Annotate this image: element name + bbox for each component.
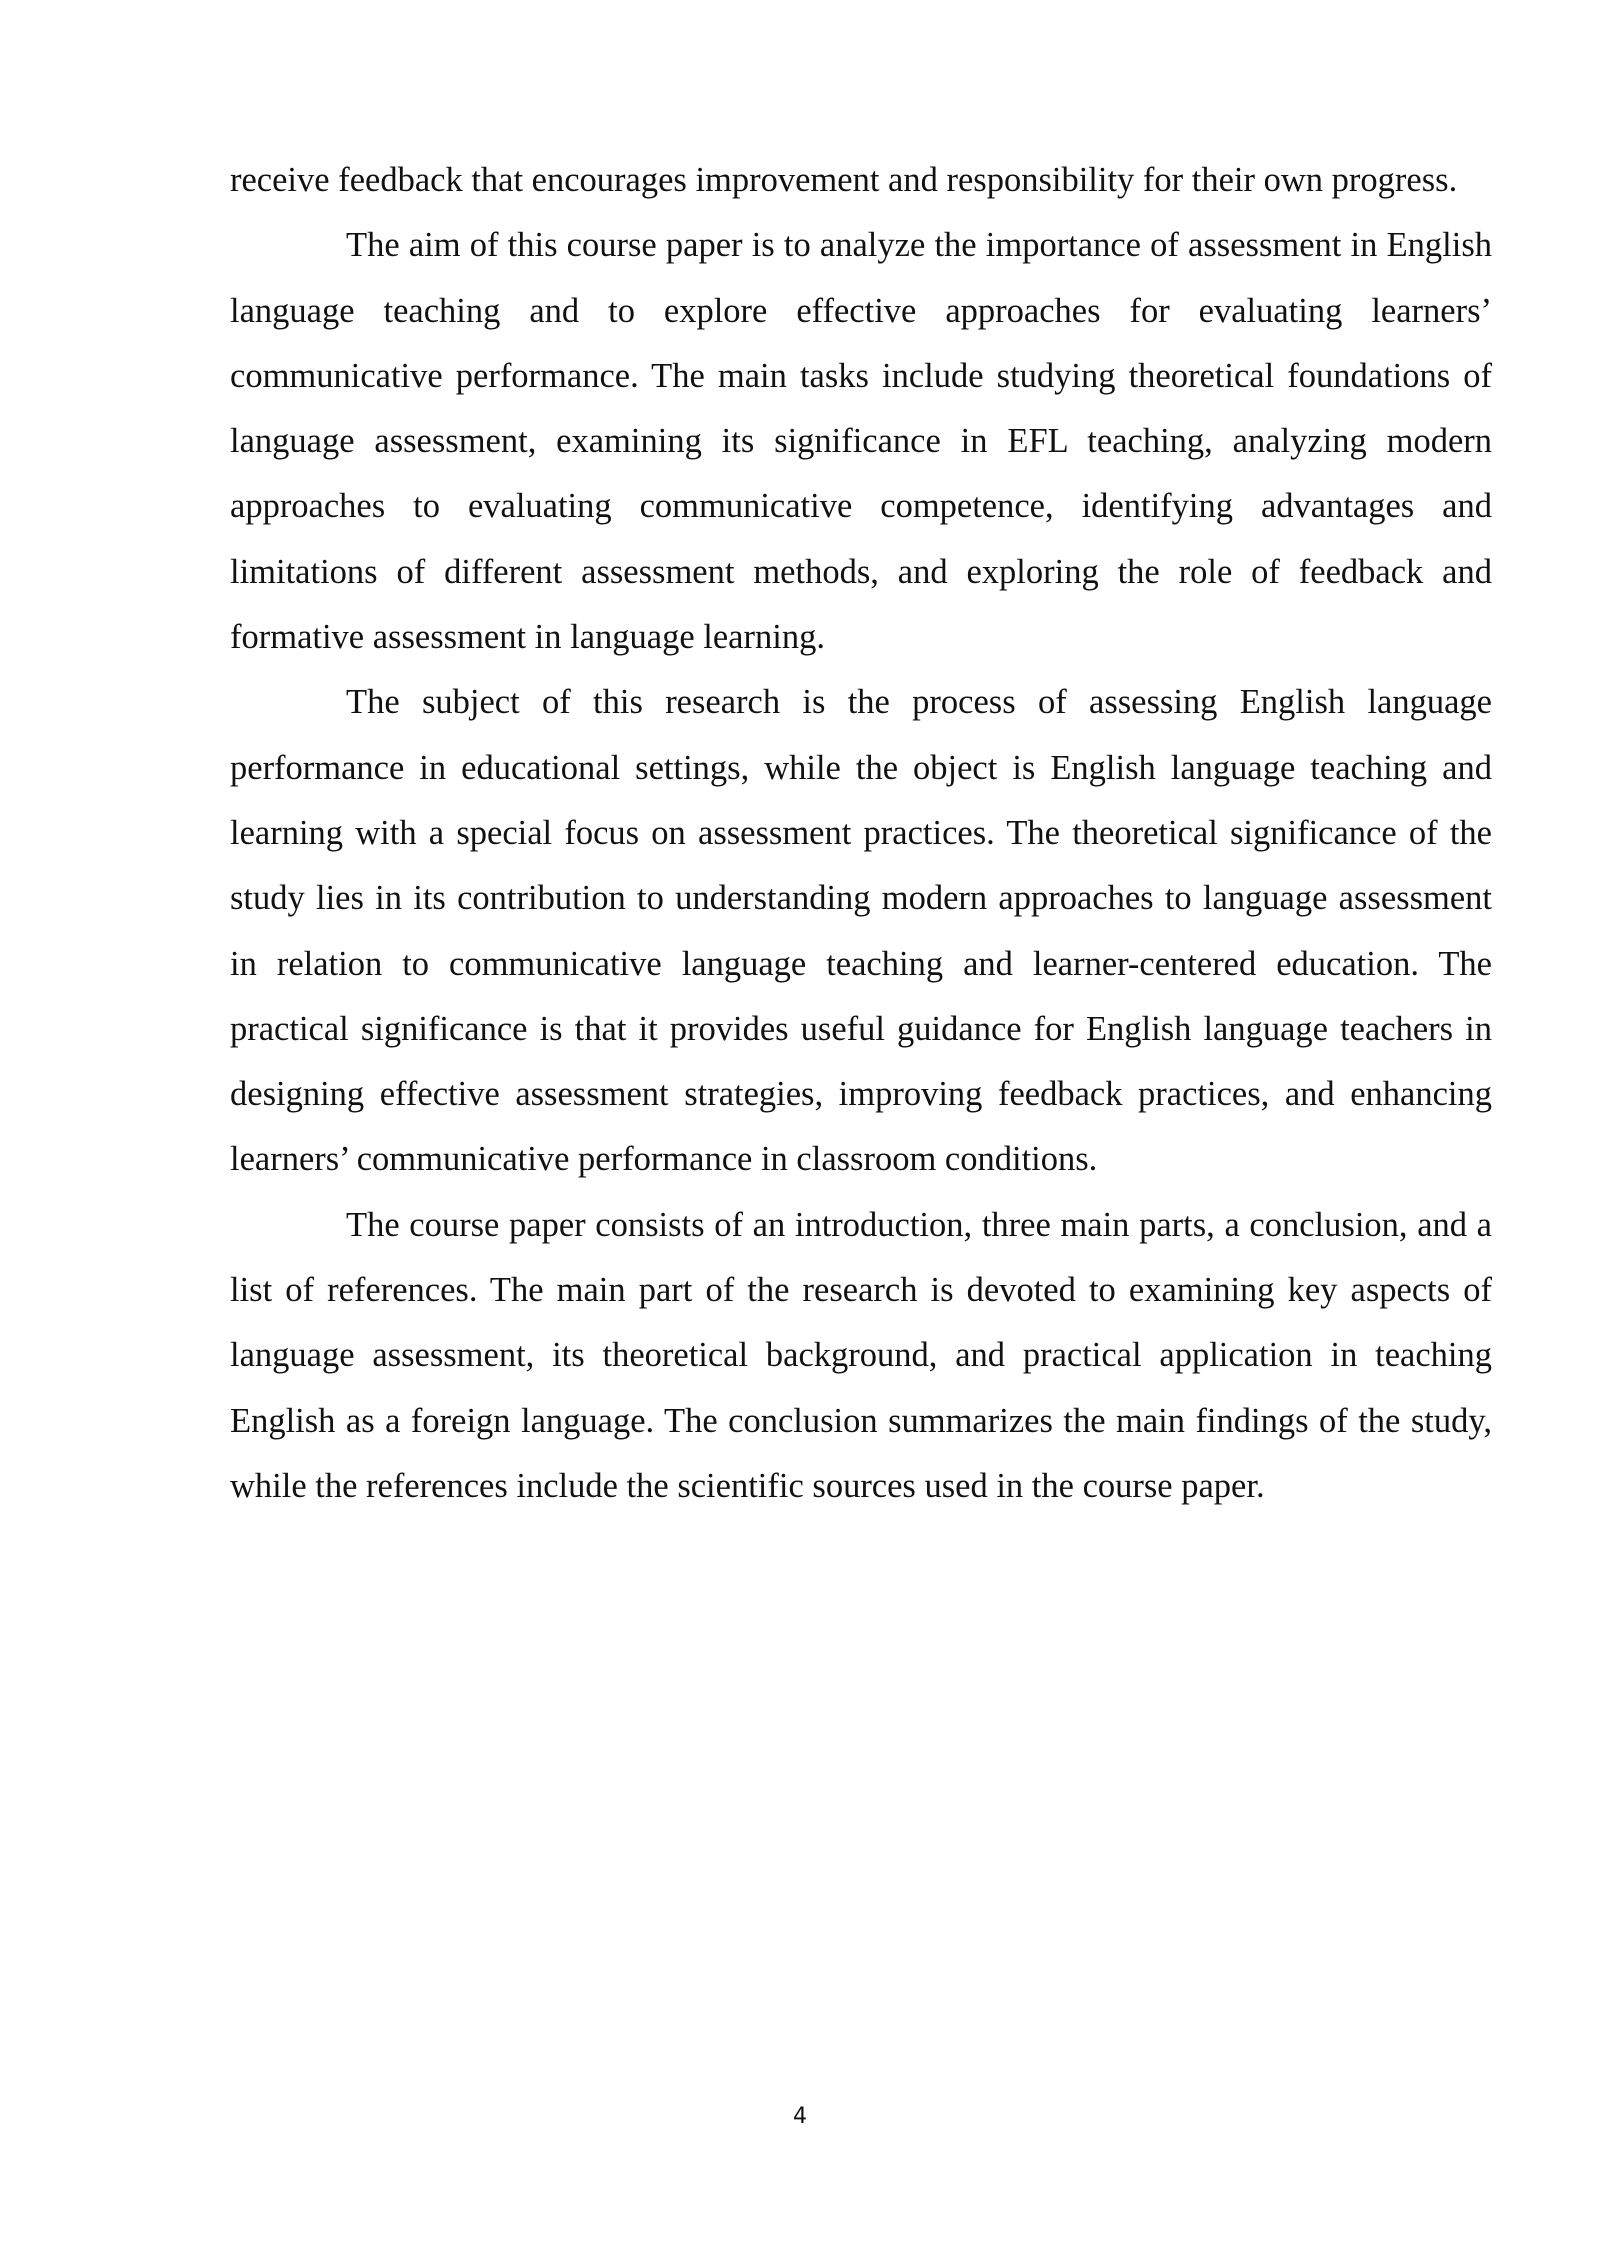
paragraph-subject: The subject of this research is the process of assessing English language performance in educational settings, while the object is English language teaching and learning with a special focus on assessment practices. The theoretical significance of the study lies in its contribution to understanding modern approaches to language assessment in relation to communicative language teaching and learner-centered education. The practical significance is that it provides useful guidance for English language teachers in designing effective assessment strategies, improving feedback practices, and enhancing learners’ communicative performance in classroom conditions. — [230, 683, 1492, 1179]
page-number: 4 — [793, 2104, 807, 2129]
paragraph-structure: The course paper consists of an introduction, three main parts, a conclusion, and a list of references. The main part of the research is devoted to examining key aspects of language assessment, its theoretical background, and practical application in teaching English as a foreign language. The conclusion summarizes the main findings of the study, while the references include the scientific sources used in the course paper. — [230, 1205, 1492, 1505]
body-text — [230, 148, 1492, 1519]
paragraph-continuation: receive feedback that encourages improvement and responsibility for their own progress. — [230, 161, 1458, 199]
paragraph-aim: The aim of this course paper is to analyze the importance of assessment in English language teaching and to explore effective approaches for evaluating learners’ communicative performance. The main tasks include studying theoretical foundations of language assessment, examining its significance in EFL teaching, analyzing modern approaches to evaluating communicative competence, identifying advantages and limitations of different assessment methods, and exploring the role of feedback and formative assessment in language learning. — [230, 226, 1492, 657]
